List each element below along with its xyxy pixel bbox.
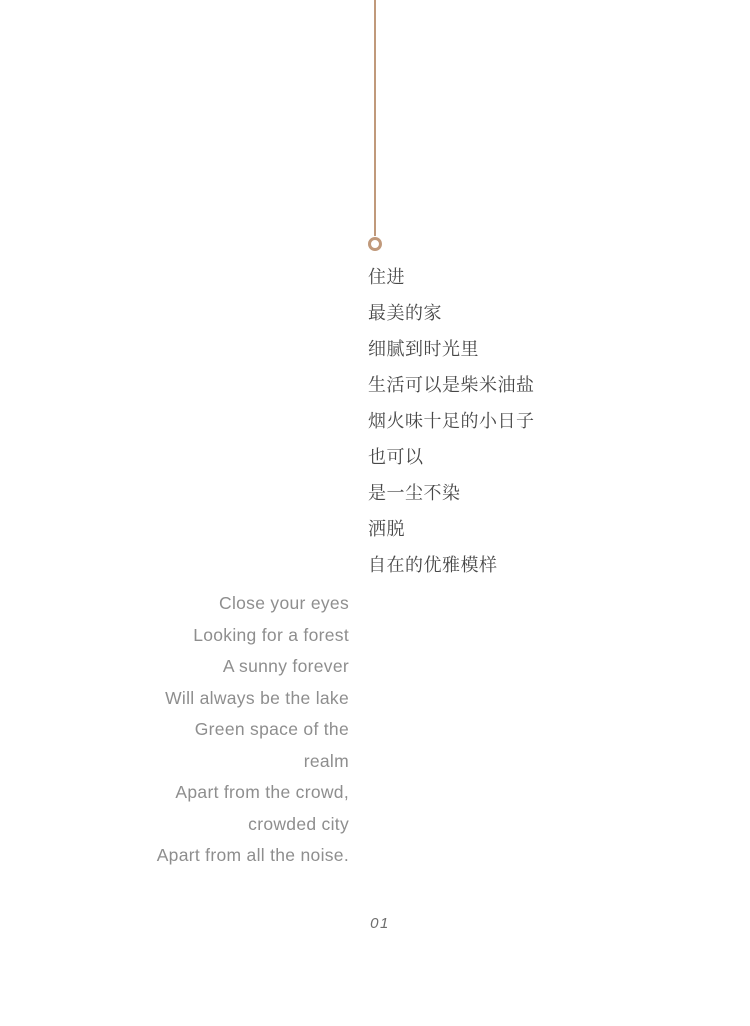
chinese-poem-line: 细腻到时光里 (368, 339, 479, 359)
chinese-poem-line: 烟火味十足的小日子 (368, 411, 535, 431)
english-poem-line: Looking for a forest (193, 624, 349, 645)
english-poem-line: Will always be the lake (165, 687, 349, 708)
english-poem-line: Apart from the crowd, (175, 782, 349, 802)
chinese-poem-line: 是一尘不染 (368, 483, 461, 503)
circle-ornament-icon (368, 237, 382, 251)
vertical-line-decoration (374, 0, 376, 236)
english-poem-line: realm (303, 750, 349, 771)
chinese-poem-line: 生活可以是柴米油盐 (368, 375, 535, 395)
chinese-poem-line: 也可以 (368, 447, 424, 467)
english-poem-line: Apart from all the noise. (156, 845, 349, 865)
english-poem-line: Green space of the (194, 719, 349, 739)
chinese-poem-line: 自在的优雅模样 (368, 555, 498, 575)
english-poem-line: A sunny forever (222, 656, 349, 676)
chinese-poem-line: 最美的家 (368, 303, 442, 323)
english-poem-block (157, 588, 349, 872)
english-poem-line: crowded city (248, 813, 349, 834)
page-number: 01 (370, 915, 390, 932)
chinese-poem-line: 住进 (368, 267, 405, 287)
chinese-poem-line: 洒脱 (368, 519, 405, 539)
chinese-poem-block (368, 259, 535, 583)
english-poem-line: Close your eyes (219, 593, 349, 613)
